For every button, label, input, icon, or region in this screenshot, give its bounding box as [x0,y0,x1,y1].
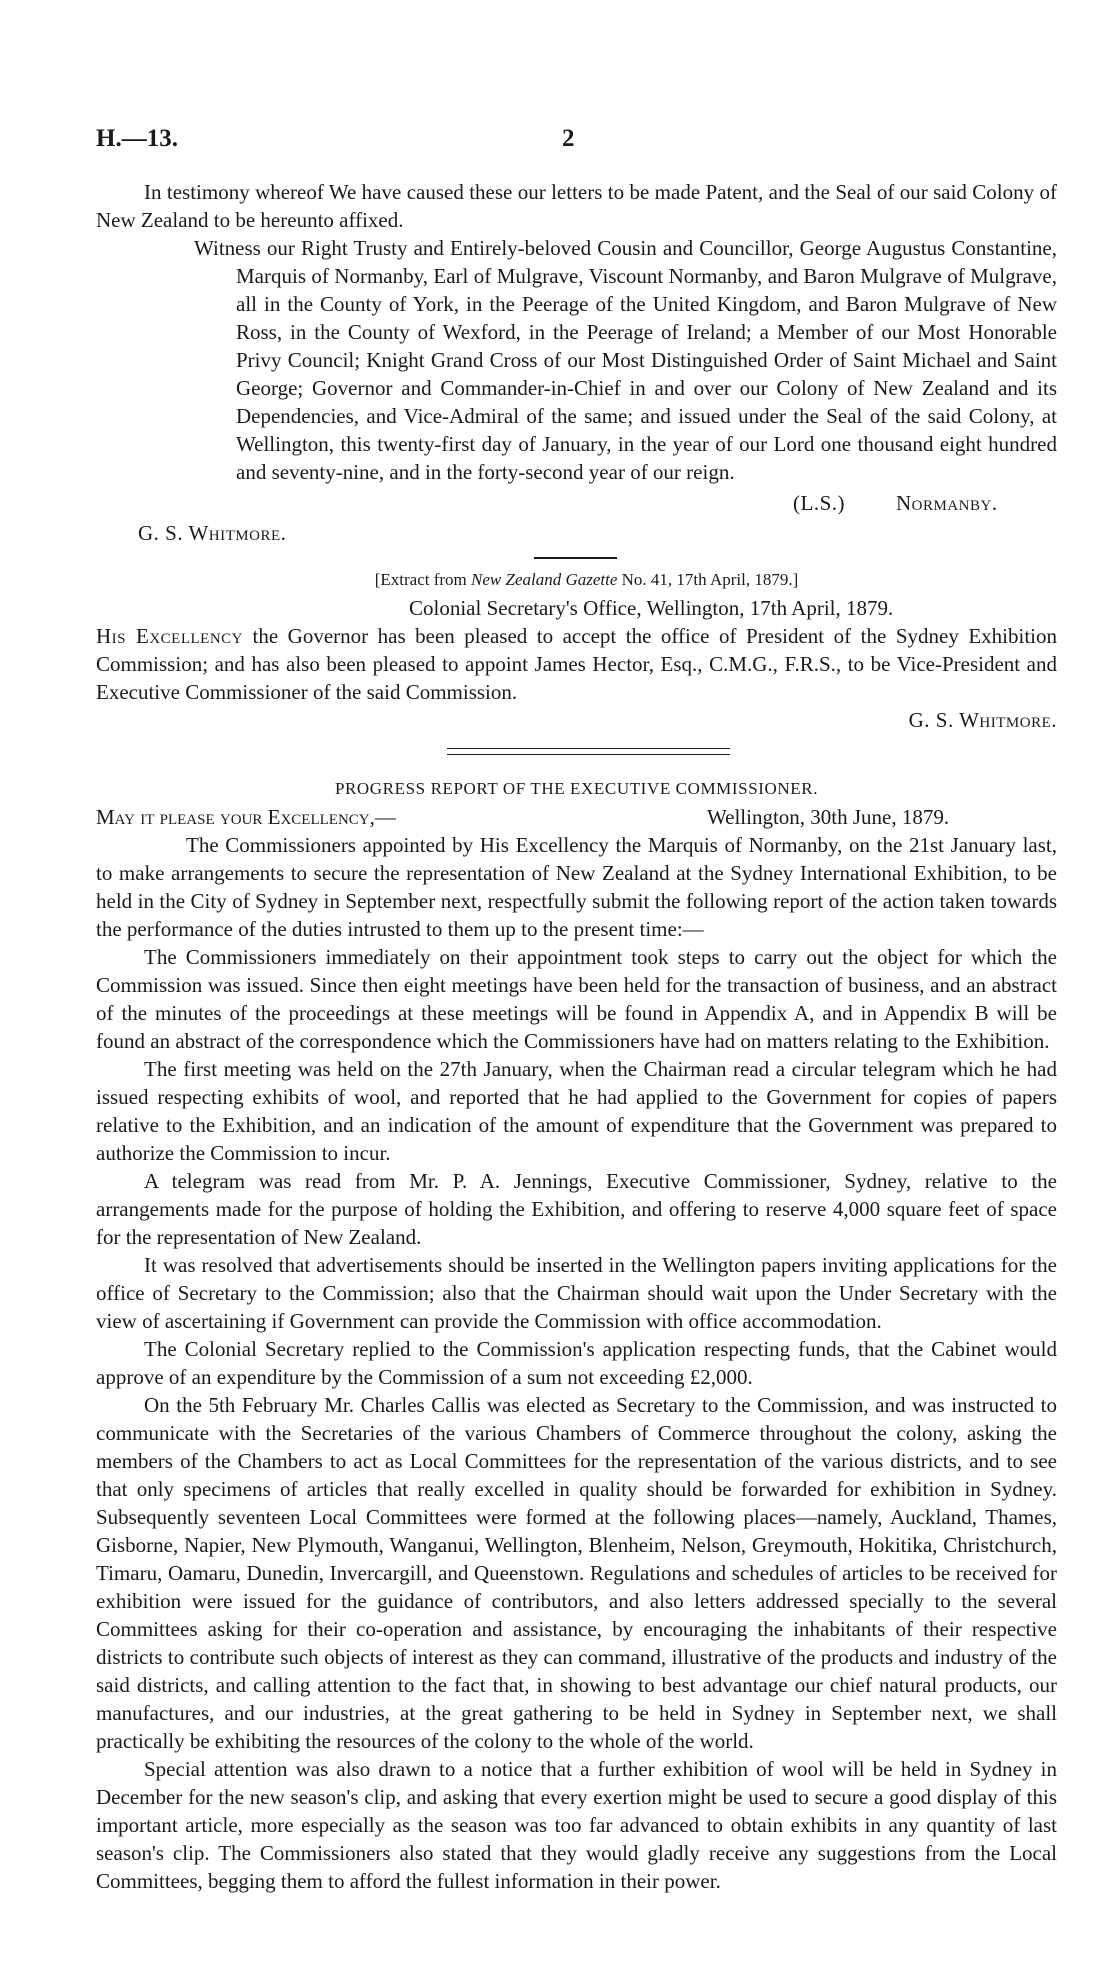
page-header [96,125,1056,159]
report-date: Wellington, 30th June, 1879. [707,805,950,829]
report-paragraph: Special attention was also drawn to a notice that a further exhibition of wool will be held in Sydney in December for the new season's clip, and asking that every exertion might be used to secure a good display of this important article, more especially as the season was too far advanced to obtain exhibits in any quantity of last season's clip. The Commissioners also stated that they would gladly receive any suggestions from the Local Committees, begging them to afford the fullest information in their power. [96,1757,1057,1893]
gazette-extract [96,566,1057,734]
page-number: 2 [562,125,575,152]
report-salutation-row [96,803,1057,831]
extract-reference: [Extract from New Zealand Gazette No. 41, 17th April, 1879.] [374,570,799,589]
gazette-name: New Zealand Gazette [471,570,618,589]
testimony-section [96,178,1057,549]
report-paragraph: The first meeting was held on the 27th January, when the Chairman read a circular telegram which he had issued respecting exhibits of wool, and reported that he had applied to the Government for copies of papers relative to the Exhibition, and an indication of the amount of expenditure that the Government was prepared to authorize the Commission to incur. [96,1057,1057,1165]
seal-mark: (L.S.) [793,491,845,515]
secretary-signature: G. S. Whitmore. [138,521,287,545]
progress-report [96,775,1057,1895]
report-paragraph: On the 5th February Mr. Charles Callis was elected as Secretary to the Commission, and was instructed to communicate with the Secretaries of the various Chambers of Commerce throughout the colony, asking the members of the Chambers to act as Local Committees for the representation of the various districts, and to see that only specimens of articles that really excelled in quality should be forwarded for exhibition in Sydney. Subsequently seventeen Local Committees were formed at the following places—namely, Auckland, Thames, Gisborne, Napier, New Plymouth, Wanganui, Wellington, Blenheim, Nelson, Greymouth, Hokitika, Christchurch, Timaru, Oamaru, Dunedin, Invercargill, and Queenstown. Regulations and schedules of articles to be received for exhibition were issued for the guidance of contributors, and also letters addressed specially to the several Committees asking for their co-operation and assistance, by encouraging the inhabitants of their respective districts to contribute such objects of interest as they can command, illustrative of the products and industry of the said districts, and calling attention to the fact that, in showing to best advantage our chief natural products, our manufactures, and our industries, at the great gathering to be held in Sydney in September next, we shall practically be exhibiting the resources of the colony to the whole of the world. [96,1393,1057,1753]
section-rule [534,557,617,559]
seal-signature-row [96,489,1057,519]
extract-signatory: G. S. Whitmore. [908,708,1057,732]
report-paragraph: The Colonial Secretary replied to the Commission's application respecting funds, that the Cabinet would approve of an expenditure by the Commission of a sum not exceeding £2,000. [96,1337,1057,1389]
salutation: May it please your Excellency,— [96,805,396,829]
report-paragraph: It was resolved that advertisements should be inserted in the Wellington papers inviting applications for the office of Secretary to the Commission; also that the Chairman should wait upon the Under Secretary with the view of ascertaining if Government can provide the Commission with office accommodation. [96,1253,1057,1333]
double-rule [447,748,730,755]
report-paragraph: The Commissioners immediately on their appointment took steps to carry out the object for which the Commission was issued. Since then eight meetings have been held for the transaction of business, and an abstract of the minutes of the proceedings at these meetings will be found in Appendix A, and in Appendix B will be found an abstract of the correspondence which the Commissioners have had on matters relating to the Exhibition. [96,945,1057,1053]
governor-signature: Normanby. [896,491,998,515]
report-paragraph: The Commissioners appointed by His Excellency the Marquis of Normanby, on the 21st January last, to make arrangements to secure the representation of New Zealand at the Sydney International Exhibition, to be held in the City of Sydney in September next, respectfully submit the following report of the action taken towards the performance of the duties intrusted to them up to the present time:— [96,833,1057,941]
document-code: H.—13. [96,125,178,152]
testimony-opening: In testimony whereof We have caused these our letters to be made Patent, and the Seal of our said Colony of New Zealand to be hereunto affixed. [96,180,1057,232]
report-title: PROGRESS REPORT OF THE EXECUTIVE COMMISSIONER. [334,779,819,798]
extract-body: His Excellency the Governor has been pleased to accept the office of President of the Sydney Exhibition Commission; and has also been pleased to appoint James Hector, Esq., C.M.G., F.R.S., to be Vice-President and Executive Commissioner of the said Commission. [96,624,1057,704]
extract-office-line: Colonial Secretary's Office, Wellington, 17th April, 1879. [409,596,894,620]
report-paragraph: A telegram was read from Mr. P. A. Jennings, Executive Commissioner, Sydney, relative to the arrangements made for the purpose of holding the Exhibition, and offering to reserve 4,000 square feet of space for the representation of New Zealand. [96,1169,1057,1249]
witness-clause: Witness our Right Trusty and Entirely-beloved Cousin and Councillor, George Augustus Constantine, Marquis of Normanby, Earl of Mulgrave, Viscount Normanby, and Baron Mulgrave of Mulgrave, all in the County of York, in the Peerage of the United Kingdom, and Baron Mulgrave of New Ross, in the County of Wexford, in the Peerage of Ireland; a Member of our Most Honorable Privy Council; Knight Grand Cross of our Most Distinguished Order of Saint Michael and Saint George; Governor and Commander-in-Chief in and over our Colony of New Zealand and its Dependencies, and Vice-Admiral of the same; and issued under the Seal of the said Colony, at Wellington, this twenty-first day of January, in the year of our Lord one thousand eight hundred and seventy-nine, and in the forty-second year of our reign. [194,236,1057,484]
